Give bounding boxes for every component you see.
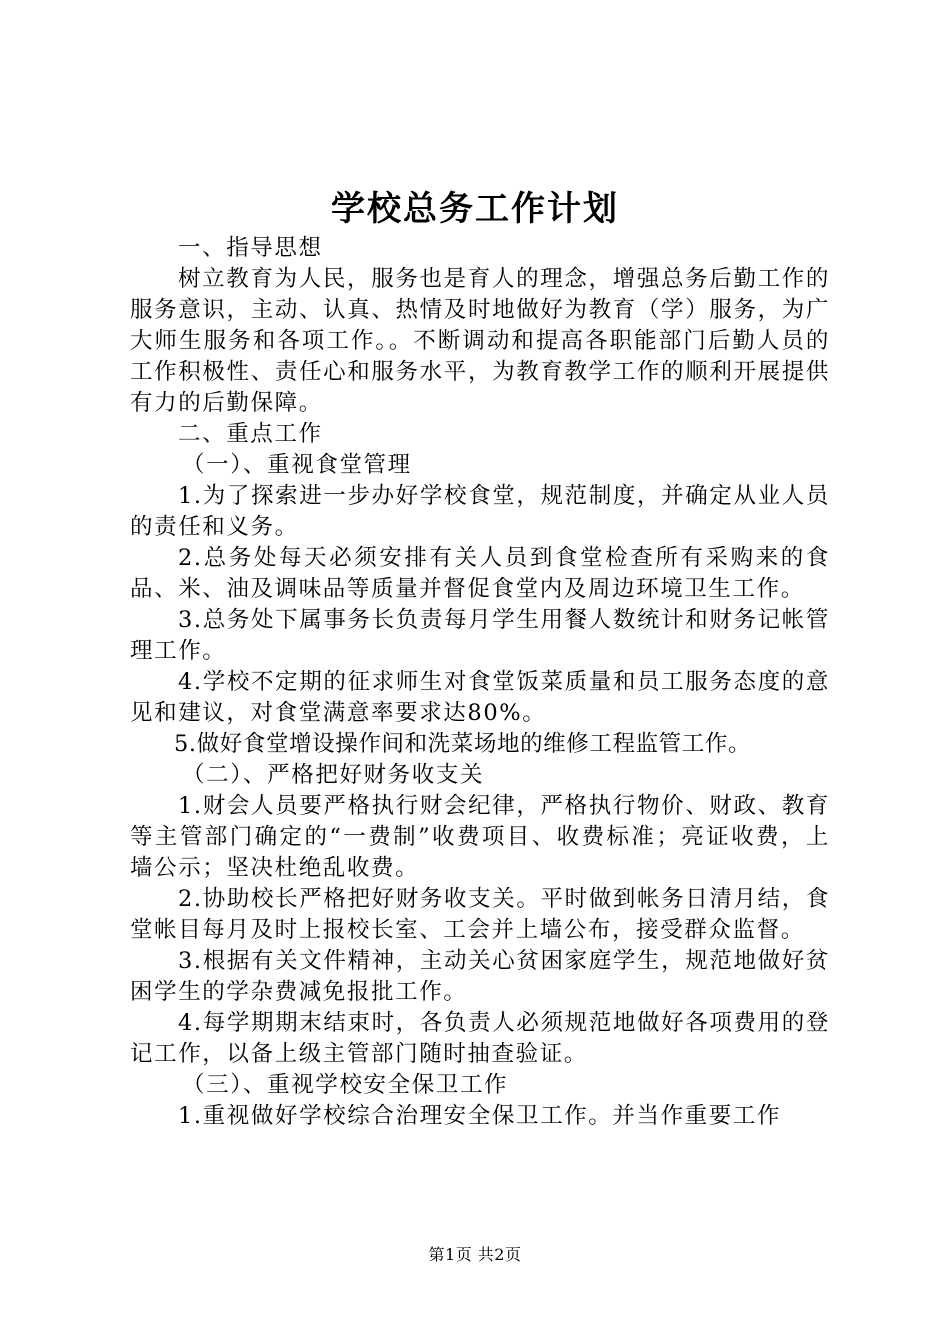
page-footer: 第1页 共2页 [428, 1245, 522, 1264]
list-item: 1.为了探索进一步办好学校食堂，规范制度，并确定从业人员的责任和义务。 [130, 483, 830, 540]
list-item: 3.根据有关文件精神，主动关心贫困家庭学生，规范地做好贫困学生的学杂费减免报批工作。 [130, 948, 830, 1005]
section-heading-1: 一、指导思想 [178, 235, 323, 261]
list-item: 5.做好食堂增设操作间和洗菜场地的维修工程监管工作。 [174, 731, 752, 757]
list-item: 4.每学期期末结束时，各负责人必须规范地做好各项费用的登记工作，以备上级主管部门随时抽查验证。 [130, 1010, 830, 1067]
subsection-heading-3: （三）、重视学校安全保卫工作 [182, 1072, 509, 1098]
list-item: 2.协助校长严格把好财务收支关。平时做到帐务日清月结，食堂帐目每月及时上报校长室、工会并上墙公布，接受群众监督。 [130, 886, 830, 943]
section-heading-2: 二、重点工作 [178, 421, 323, 447]
document-body [130, 233, 830, 1132]
paragraph-guiding-thought: 树立教育为人民，服务也是育人的理念，增强总务后勤工作的服务意识，主动、认真、热情及时地做好为教育（学）服务，为广大师生服务和各项工作。。不断调动和提高各职能部门后勤人员的工作积极性、责任心和服务水平，为教育教学工作的顺利开展提供有力的后勤保障。 [130, 266, 830, 416]
list-item: 1.重视做好学校综合治理安全保卫工作。并当作重要工作 [178, 1103, 782, 1129]
subsection-heading-1: （一）、重视食堂管理 [182, 452, 412, 478]
list-item: 4.学校不定期的征求师生对食堂饭菜质量和员工服务态度的意见和建议，对食堂满意率要求达80%。 [130, 669, 830, 726]
list-item: 1.财会人员要严格执行财会纪律，严格执行物价、财政、教育等主管部门确定的“一费制”收费项目、收费标准；亮证收费，上墙公示；坚决杜绝乱收费。 [130, 793, 830, 881]
subsection-heading-2: （二）、严格把好财务收支关 [182, 762, 485, 788]
document-title: 学校总务工作计划 [331, 189, 619, 229]
list-item: 3.总务处下属事务长负责每月学生用餐人数统计和财务记帐管理工作。 [130, 607, 830, 664]
list-item: 2.总务处每天必须安排有关人员到食堂检查所有采购来的食品、米、油及调味品等质量并督促食堂内及周边环境卫生工作。 [130, 545, 830, 602]
